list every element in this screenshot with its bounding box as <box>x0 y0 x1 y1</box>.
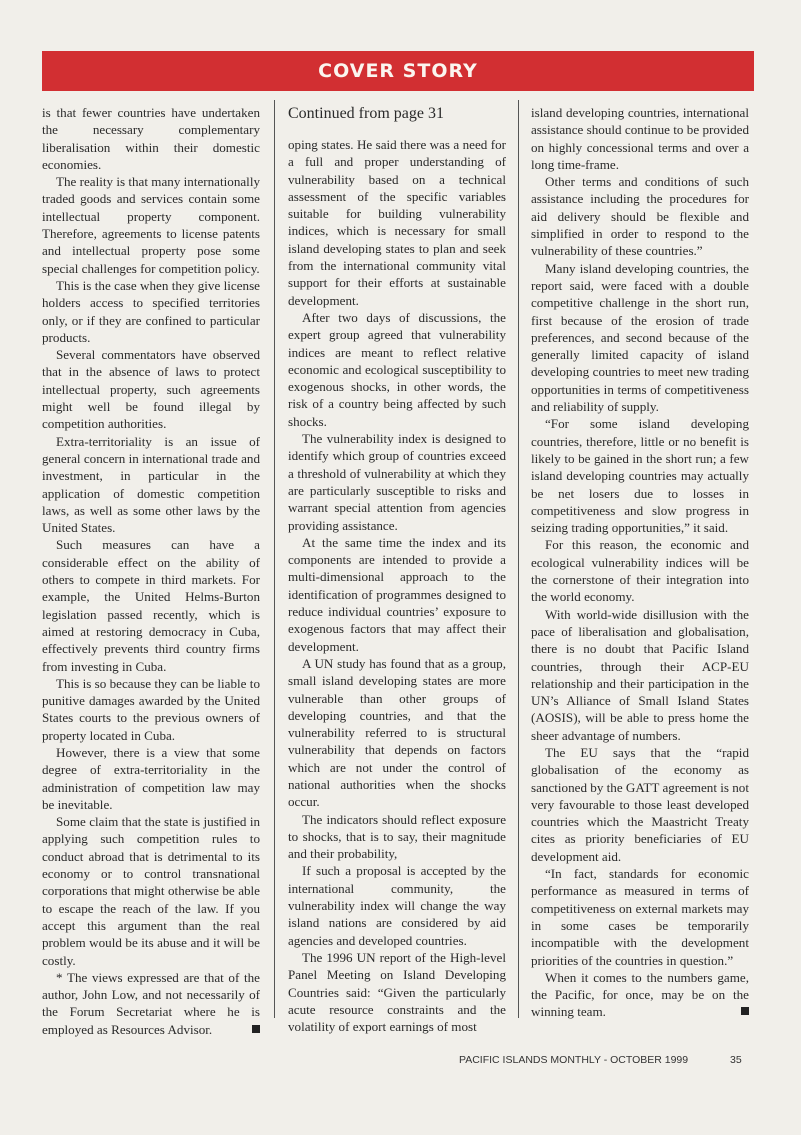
paragraph: Some claim that the state is justified in applying such competition rules to conduct abroad that is detrimental to its economy or to control transnational corporations that might otherwise be able to escape the reach of the law. If you accept this argument than the real problem would be its abuse and it will be costly. <box>42 814 260 968</box>
paragraph: The indicators should reflect exposure to shocks, that is to say, their magnitude and their probability, <box>288 811 506 862</box>
paragraph: The EU says that the “rapid globalisation of the economy as sanctioned by the GATT agreement is not very favourable to those least developed countries which the Maastricht Treaty cites as priority beneficiaries of EU development aid. <box>531 744 749 864</box>
paragraph: Many island developing countries, the report said, were faced with a double competitive challenge in the short run, first because of the erosion of trade preferences, and second because of the generally limited capacity of island developing countries to meet new trading opportunities in terms of competitiveness and reliability of supply. <box>531 260 749 415</box>
closing-text: When it comes to the numbers game, the Pacific, for once, may be on the winning team. <box>531 969 749 1020</box>
section-title: COVER STORY <box>318 60 478 82</box>
paragraph: However, there is a view that some degree of extra-territoriality in the administration of competition law may be inevitable. <box>42 744 260 812</box>
paragraph: This is the case when they give license holders access to specified territories only, or if they are confined to particular products. <box>42 277 260 345</box>
continued-from-label: Continued from page 31 <box>288 105 444 122</box>
section-banner <box>42 51 754 91</box>
article-column-3 <box>531 104 749 1021</box>
publication-footer: PACIFIC ISLANDS MONTHLY - OCTOBER 1999 <box>459 1054 689 1066</box>
article-column-1 <box>42 104 260 1038</box>
article-column-2 <box>288 104 506 1035</box>
end-mark-icon <box>252 1025 260 1033</box>
paragraph: Extra-territoriality is an issue of general concern in international trade and investment, in particular in the application of domestic competition laws, as well as some other laws by the United States. <box>42 433 260 536</box>
column-divider <box>274 100 275 1018</box>
paragraph: For this reason, the economic and ecological vulnerability indices will be the cornerstone of their integration into the world economy. <box>531 537 749 605</box>
paragraph: Such measures can have a considerable effect on the ability of others to compete in third markets. For example, the United Helms-Burton legislation passed recently, which is aimed at restoring democracy in Cuba, effectively prevents third country firms from investing in Cuba. <box>42 537 260 674</box>
page-number: 35 <box>730 1054 742 1066</box>
paragraph: A UN study has found that as a group, small island developing states are more vulnerable than other groups of developing countries, and that the vulnerability referred to is structural vulnerability that depends on factors which are not under the control of national authorities when the shocks occur. <box>288 655 506 810</box>
paragraph: island developing countries, international assistance should continue to be provided on highly concessional terms and over a long time-frame. <box>531 105 749 172</box>
column-divider <box>518 100 519 1018</box>
paragraph: After two days of discussions, the expert group agreed that vulnerability indices are meant to reflect relative economic and ecological susceptibility to exogenous shocks, in other words, the risk of a country being affected by such shocks. <box>288 309 506 429</box>
paragraph: This is so because they can be liable to punitive damages awarded by the United States courts to the previous owners of property located in Cuba. <box>42 675 260 743</box>
paragraph: With world-wide disillusion with the pace of liberalisation and globalisation, there is no doubt that Pacific Island countries, through their ACP-EU relationship and their participation in the UN’s Alliance of Small Island States (AOSIS), will be able to press home the sheer advantage of numbers. <box>531 606 749 743</box>
author-note <box>42 969 260 1038</box>
paragraph: Several commentators have observed that in the absence of laws to protect intellectual property, such agreements might well be found illegal by competition authorities. <box>42 347 260 432</box>
paragraph: “For some island developing countries, therefore, little or no benefit is likely to be gained in the short run; a few island developing countries may actually be net losers due to losses in competitiveness and slow progress in seizing trading opportunities,” it said. <box>531 416 749 536</box>
paragraph: At the same time the index and its components are intended to provide a multi-dimensional approach to the identification of programmes designed to reduce individual countries’ exposure to exogenous factors that may affect their development. <box>288 534 506 654</box>
closing-paragraph <box>531 969 749 1021</box>
paragraph: “In fact, standards for economic performance as measured in terms of competitiveness on external markets may in some cases be temporarily incompatible with the development priorities of the countries in question.” <box>531 866 749 968</box>
paragraph: The vulnerability index is designed to identify which group of countries exceed a threshold of vulnerability at which they are particularly susceptible to risks and warrant special attention from agencies providing assistance. <box>288 431 506 533</box>
paragraph: is that fewer countries have undertaken the necessary complementary liberalisation within their domestic economies. <box>42 105 260 172</box>
paragraph: The reality is that many internationally traded goods and services contain some intellectual property component. Therefore, agreements to license patents and intellectual property pose some special challenges for competition policy. <box>42 174 260 276</box>
author-note-text: * The views expressed are that of the author, John Low, and not necessarily of the Forum Secretariat where he is employed as Resources Advisor. <box>42 969 260 1037</box>
paragraph: Other terms and conditions of such assistance including the procedures for aid delivery should be flexible and simplified in order to respond to the vulnerability of these countries.” <box>531 174 749 259</box>
end-mark-icon <box>741 1007 749 1015</box>
paragraph: oping states. He said there was a need for a full and proper understanding of vulnerability based on a technical assessment of the specific variables suitable for building vulnerability indices, which is necessary for small island developing states to plan and seek from the international community vital support for their efforts at sustainable development. <box>288 137 506 308</box>
paragraph: If such a proposal is accepted by the international community, the vulnerability index will change the way island nations are considered by aid agencies and developed countries. <box>288 863 506 948</box>
paragraph: The 1996 UN report of the High-level Panel Meeting on Island Developing Countries said: “Given the particularly acute resource constraints and the volatility of export earnings of most <box>288 949 506 1035</box>
